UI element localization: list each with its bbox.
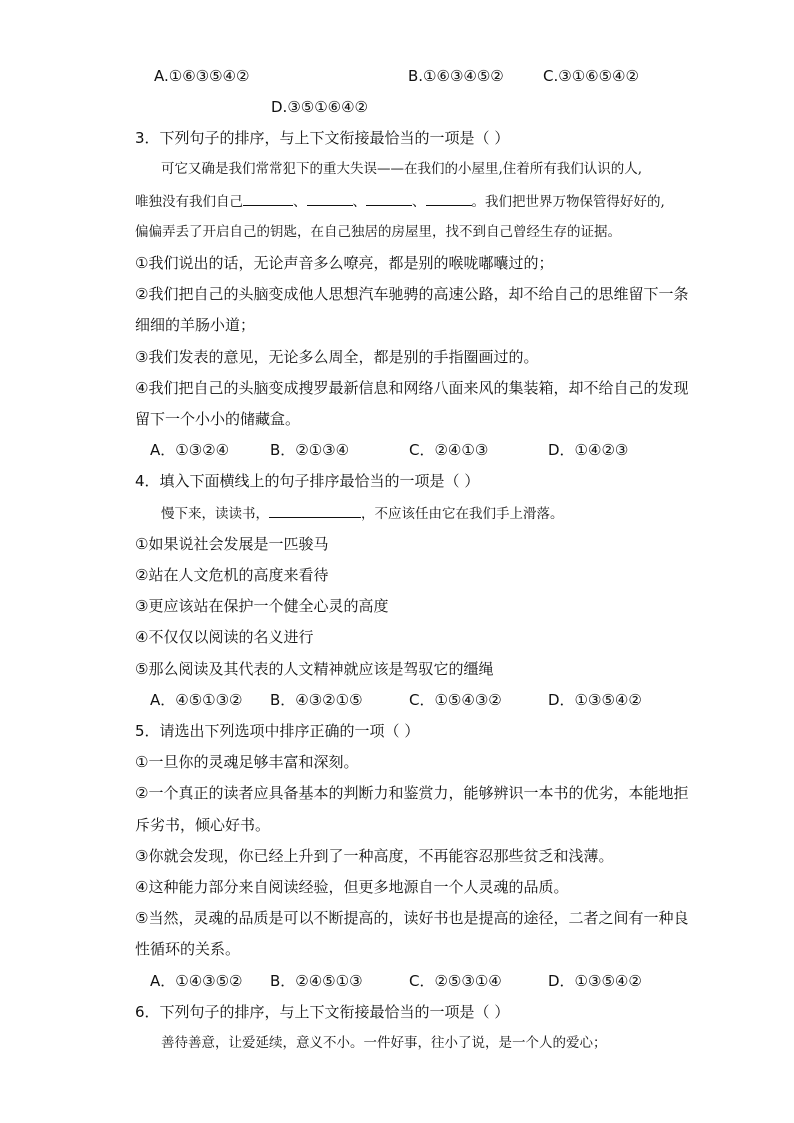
q4-stem: 4．填入下面横线上的句子排序最恰当的一项是（ ） (135, 472, 480, 490)
q5-stem: 5．请选出下列选项中排序正确的一项（ ） (135, 722, 420, 740)
q5-option-d: D．①③⑤④② (548, 972, 642, 990)
q4-item: ⑤那么阅读及其代表的人文精神就应该是驾驭它的缰绳 (135, 660, 494, 678)
q3-passage-line2 (135, 191, 665, 212)
q3-blank-3 (366, 191, 412, 206)
q5-option-b: B．②④⑤①③ (270, 972, 363, 990)
q4-item: ④不仅仅以阅读的名义进行 (135, 628, 314, 646)
q3-passage-line3: 偏偏弄丢了开启自己的钥匙，在自己独居的房屋里，找不到自己曾经生存的证据。 (135, 224, 621, 240)
q5-item: ①一旦你的灵魂足够丰富和深刻。 (135, 753, 359, 771)
q3-sep-1: 、 (293, 194, 307, 210)
q3-item: ④我们把自己的头脑变成搜罗最新信息和网络八面来风的集装箱，却不给自己的发现 (135, 379, 689, 397)
q5-option-a: A．①④③⑤② (150, 972, 243, 990)
q3-passage-line1: 可它又确是我们常常犯下的重大失误——在我们的小屋里,住着所有我们认识的人, (161, 161, 643, 177)
q3-option-b: B．②①③④ (270, 441, 350, 459)
q3-option-a: A．①③②④ (150, 441, 230, 459)
q2-option-a: A.①⑥③⑤④② (154, 67, 250, 85)
q5-item-cont: 斥劣书，倾心好书。 (135, 816, 271, 834)
q2-option-c: C.③①⑥⑤④② (543, 67, 639, 85)
q3-passage-line2-prefix: 唯独没有我们自己 (135, 194, 243, 210)
q3-sep-2: 、 (352, 194, 366, 210)
q5-item: ④这种能力部分来自阅读经验，但更多地源自一个人灵魂的品质。 (135, 878, 569, 896)
q4-item: ①如果说社会发展是一匹骏马 (135, 535, 329, 553)
q6-passage: 善待善意，让爱延续，意义不小。一件好事，往小了说，是一个人的爱心； (161, 1035, 607, 1051)
q5-item-cont: 性循环的关系。 (135, 940, 241, 958)
q4-item: ③更应该站在保护一个健全心灵的高度 (135, 597, 389, 615)
q3-sep-3: 、 (412, 194, 426, 210)
q2-option-b: B.①⑥③④⑤② (408, 67, 504, 85)
q3-blank-2 (307, 191, 353, 206)
q3-item: ②我们把自己的头脑变成他人思想汽车驰骋的高速公路，却不给自己的思维留下一条 (135, 285, 689, 303)
q4-item: ②站在人文危机的高度来看待 (135, 566, 329, 584)
q2-option-d: D.③⑤①⑥④② (271, 98, 369, 116)
q4-option-d: D．①③⑤④② (548, 691, 642, 709)
q3-item-cont: 留下一个小小的储藏盒。 (135, 410, 301, 428)
q4-option-b: B．④③②①⑤ (270, 691, 363, 709)
q4-option-c: C．①⑤④③② (409, 691, 502, 709)
q5-item: ③你就会发现，你已经上升到了一种高度，不再能容忍那些贫乏和浅薄。 (135, 847, 614, 865)
q3-item: ①我们说出的话，无论声音多么嘹亮，都是别的喉咙嘟囔过的； (135, 254, 554, 272)
q4-passage (161, 503, 564, 524)
q3-blank-4 (426, 191, 472, 206)
q5-item: ②一个真正的读者应具备基本的判断力和鉴赏力，能够辨识一本书的优劣，本能地拒 (135, 784, 689, 802)
q4-passage-prefix: 慢下来，读读书， (161, 506, 269, 522)
q3-passage-line2-suffix: 。我们把世界万物保管得好好的, (471, 194, 665, 210)
q5-option-c: C．②⑤③①④ (409, 972, 502, 990)
q3-item-cont: 细细的羊肠小道； (135, 316, 256, 334)
q3-item: ③我们发表的意见，无论多么周全，都是别的手指圈画过的。 (135, 348, 539, 366)
q3-option-d: D．①④②③ (548, 441, 629, 459)
q4-passage-suffix: ，不应该任由它在我们手上滑落。 (361, 506, 564, 522)
q6-stem: 6．下列句子的排序，与上下文衔接最恰当的一项是（ ） (135, 1003, 510, 1021)
q4-blank (269, 503, 361, 518)
q3-blank-1 (243, 191, 293, 206)
q4-option-a: A．④⑤①③② (150, 691, 243, 709)
q3-stem: 3．下列句子的排序，与上下文衔接最恰当的一项是（ ） (135, 129, 510, 147)
q5-item: ⑤当然，灵魂的品质是可以不断提高的，读好书也是提高的途径，二者之间有一种良 (135, 909, 689, 927)
q3-option-c: C．②④①③ (409, 441, 489, 459)
